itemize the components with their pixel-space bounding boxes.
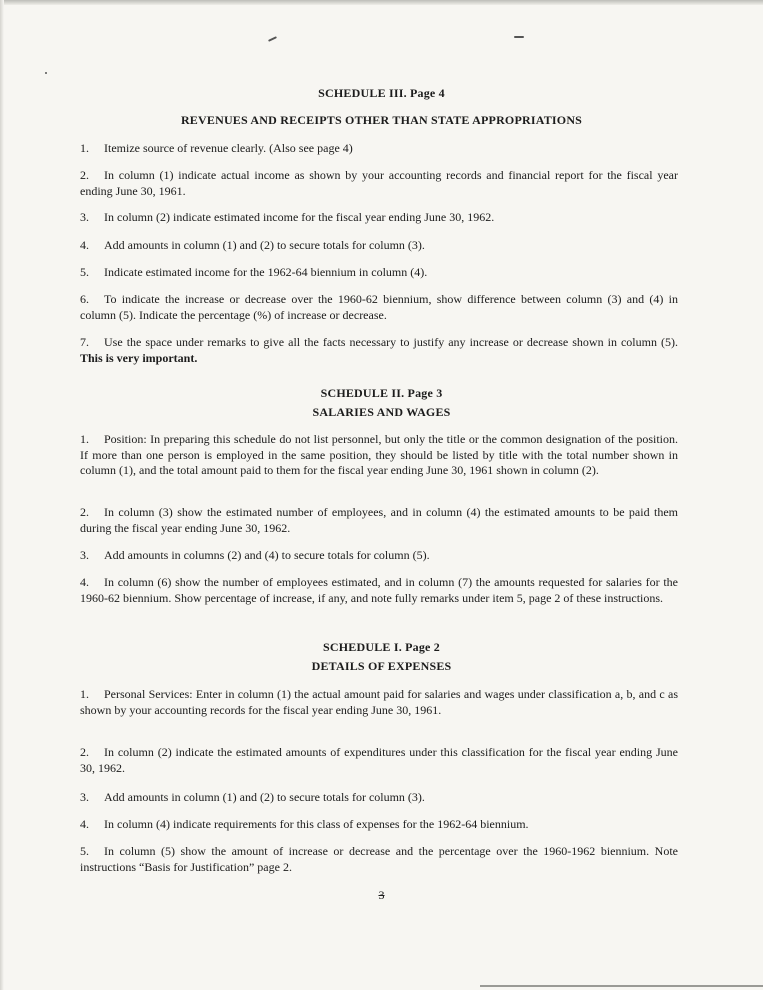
item-number: 1. [80,687,89,701]
schedule-1-item-5 [80,844,678,875]
scan-mark [268,36,277,42]
item-text: To indicate the increase or decrease over the 1960-62 biennium, show difference between column (3) and (4) in column (5). Indicate the percentage (%) of increase or decrease. [80,292,678,322]
item-text: Itemize source of revenue clearly. (Also see page 4) [104,141,353,155]
item-text: In column (1) indicate actual income as shown by your accounting records and financial report for the fiscal year ending June 30, 1961. [80,168,678,198]
schedule-1-item-2 [80,745,678,776]
item-number: 4. [80,575,89,589]
item-text: Position: In preparing this schedule do not list personnel, but only the title or the common designation of the position. If more than one person is employed in the same position, they should be listed by title with the total number shown in column (1), and the total amount paid to them for the fiscal year ending June 30, 1961 shown in column (2). [80,432,678,477]
schedule-3-item-2 [80,168,678,199]
scan-edge-bottom [480,985,763,987]
item-text: In column (2) indicate the estimated amounts of expenditures under this classification for the fiscal year ending June 30, 1962. [80,745,678,775]
schedule-3-item-3 [80,210,678,226]
schedule-3-item-1 [80,141,678,157]
item-text: Add amounts in column (1) and (2) to secure totals for column (3). [104,238,425,252]
item-text: Personal Services: Enter in column (1) the actual amount paid for salaries and wages under classification a, b, and c as shown by your accounting records for the fiscal year ending June 30, 1961. [80,687,678,717]
item-text: Add amounts in column (1) and (2) to secure totals for column (3). [104,790,425,804]
schedule-3-item-6 [80,292,678,323]
item-number: 5. [80,844,89,858]
item-number: 2. [80,168,89,182]
item-text: In column (2) indicate estimated income for the fiscal year ending June 30, 1962. [104,210,495,224]
item-number: 6. [80,292,89,306]
schedule-2-heading: SCHEDULE II. Page 3 [320,386,443,400]
item-number: 2. [80,505,89,519]
scan-speck [45,72,47,74]
item-number: 3. [80,548,89,562]
schedule-2-item-3 [80,548,678,564]
schedule-3-heading: SCHEDULE III. Page 4 [318,86,445,100]
item-text: In column (5) show the amount of increase or decrease and the percentage over the 1960-1962 biennium. Note instructions “Basis for Justification” page 2. [80,844,678,874]
schedule-1-item-1 [80,687,678,718]
item-text: In column (3) show the estimated number of employees, and in column (4) the estimated amounts to be paid them during the fiscal year ending June 30, 1962. [80,505,678,535]
item-text: In column (6) show the number of employees estimated, and in column (7) the amounts requested for salaries for the 1960-62 biennium. Show percentage of increase, if any, and note fully remarks under item 5, page 2 of these instructions. [80,575,678,605]
item-number: 5. [80,265,89,279]
schedule-1-item-3 [80,790,678,806]
page-number: 3 [378,888,385,902]
schedule-2-item-1 [80,432,678,479]
schedule-2-item-2 [80,505,678,536]
schedule-2-item-4 [80,575,678,606]
item-number: 7. [80,335,89,349]
scan-mark [514,36,524,38]
item-text: Indicate estimated income for the 1962-64 biennium in column (4). [104,265,428,279]
item-number: 2. [80,745,89,759]
item-number: 3. [80,790,89,804]
item-emphasis: This is very important. [80,350,198,365]
schedule-3-item-4 [80,238,678,254]
schedule-2-title: SALARIES AND WAGES [312,405,451,419]
item-text: Add amounts in columns (2) and (4) to secure totals for column (5). [104,548,430,562]
schedule-1-heading: SCHEDULE I. Page 2 [323,640,440,654]
item-number: 4. [80,817,89,831]
item-text: In column (4) indicate requirements for this class of expenses for the 1962-64 biennium. [104,817,529,831]
schedule-3-title: REVENUES AND RECEIPTS OTHER THAN STATE APPROPRIATIONS [180,113,583,127]
item-number: 4. [80,238,89,252]
item-number: 3. [80,210,89,224]
scan-edge-top [0,0,763,5]
item-text: Use the space under remarks to give all the facts necessary to justify any increase or decrease shown in column (5). [104,335,678,349]
scan-edge-left [0,0,4,990]
item-number: 1. [80,432,89,446]
schedule-3-item-7 [80,335,678,366]
schedule-3-item-5 [80,265,678,281]
schedule-1-item-4 [80,817,678,833]
schedule-1-title: DETAILS OF EXPENSES [311,659,452,673]
item-number: 1. [80,141,89,155]
